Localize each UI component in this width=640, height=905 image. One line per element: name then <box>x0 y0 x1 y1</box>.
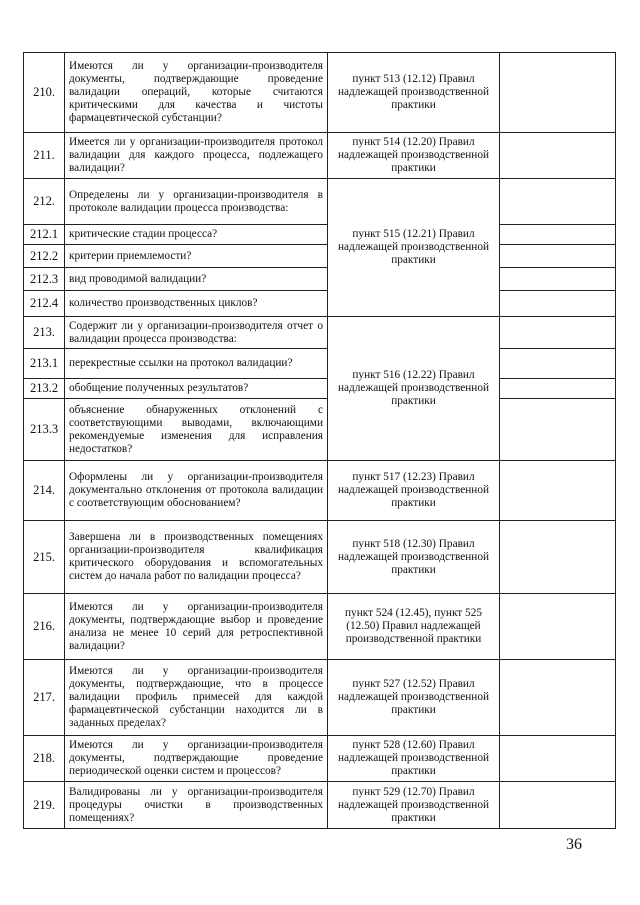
row-answer-cell[interactable] <box>500 268 616 291</box>
row-question: Оформлены ли у организации-производителя документально отклонения от протокола валидации с соответствующим обоснованием? <box>65 461 328 521</box>
row-number: 211. <box>24 133 65 179</box>
row-answer-cell[interactable] <box>500 317 616 349</box>
row-question: Имеются ли у организации-производителя документы, подтверждающие, что в процессе валидации профиль примесей для каждой фармацевтической субстанции находится ли в заданных пределах? <box>65 660 328 736</box>
row-reference: пункт 518 (12.30) Правил надлежащей производственной практики <box>328 521 500 594</box>
row-answer-cell[interactable] <box>500 594 616 660</box>
row-number: 218. <box>24 736 65 782</box>
table-row <box>24 461 616 521</box>
row-number: 213.1 <box>24 349 65 379</box>
row-number: 217. <box>24 660 65 736</box>
row-number: 212.4 <box>24 291 65 317</box>
row-answer-cell[interactable] <box>500 782 616 829</box>
row-question: Имеются ли у организации-производителя документы, подтверждающие проведение периодической оценки систем и процессов? <box>65 736 328 782</box>
row-question: вид проводимой валидации? <box>65 268 328 291</box>
row-answer-cell[interactable] <box>500 291 616 317</box>
row-question: критические стадии процесса? <box>65 225 328 245</box>
row-number: 212. <box>24 179 65 225</box>
row-number: 219. <box>24 782 65 829</box>
row-number: 213. <box>24 317 65 349</box>
row-answer-cell[interactable] <box>500 660 616 736</box>
table-row <box>24 291 616 317</box>
row-question: Имеются ли у организации-производителя документы, подтверждающие выбор и проведение анализа не менее 10 серий для ретроспективной валидации? <box>65 594 328 660</box>
table-row <box>24 53 616 133</box>
page-number: 36 <box>566 836 582 853</box>
row-answer-cell[interactable] <box>500 379 616 399</box>
table-row <box>24 179 616 225</box>
row-question: критерии приемлемости? <box>65 245 328 268</box>
row-reference: пункт 524 (12.45), пункт 525 (12.50) Правил надлежащей производственной практики <box>328 594 500 660</box>
row-reference: пункт 528 (12.60) Правил надлежащей производственной практики <box>328 736 500 782</box>
row-question: Завершена ли в производственных помещениях организации-производителя квалификация критического оборудования и вспомогательных систем до начала работ по валидации процесса? <box>65 521 328 594</box>
row-answer-cell[interactable] <box>500 133 616 179</box>
row-answer-cell[interactable] <box>500 399 616 461</box>
row-question: Определены ли у организации-производителя в протоколе валидации процесса производства: <box>65 179 328 225</box>
table-row <box>24 521 616 594</box>
table-row <box>24 379 616 399</box>
row-answer-cell[interactable] <box>500 53 616 133</box>
row-number: 212.2 <box>24 245 65 268</box>
table-row <box>24 736 616 782</box>
row-question: Имеются ли у организации-производителя документы, подтверждающие проведение валидации операций, которые считаются критическими для качества и чистоты фармацевтической субстанции? <box>65 53 328 133</box>
row-number: 216. <box>24 594 65 660</box>
row-answer-cell[interactable] <box>500 461 616 521</box>
row-question: объяснение обнаруженных отклонений с соответствующими выводами, включающими рекомендуемые изменения для исправления недостатков? <box>65 399 328 461</box>
row-answer-cell[interactable] <box>500 349 616 379</box>
row-answer-cell[interactable] <box>500 245 616 268</box>
table-row <box>24 399 616 461</box>
row-number: 213.2 <box>24 379 65 399</box>
row-reference: пункт 515 (12.21) Правил надлежащей производственной практики <box>328 179 500 317</box>
table-row <box>24 245 616 268</box>
row-question: перекрестные ссылки на протокол валидации? <box>65 349 328 379</box>
row-number: 213.3 <box>24 399 65 461</box>
table-row <box>24 225 616 245</box>
checklist-table <box>23 52 616 829</box>
row-number: 212.3 <box>24 268 65 291</box>
row-number: 210. <box>24 53 65 133</box>
row-number: 212.1 <box>24 225 65 245</box>
row-question: Имеется ли у организации-производителя протокол валидации для каждого процесса, подлежащего валидации? <box>65 133 328 179</box>
row-question: обобщение полученных результатов? <box>65 379 328 399</box>
row-reference: пункт 513 (12.12) Правил надлежащей производственной практики <box>328 53 500 133</box>
row-question: количество производственных циклов? <box>65 291 328 317</box>
table-row <box>24 349 616 379</box>
table-row <box>24 594 616 660</box>
row-reference: пункт 514 (12.20) Правил надлежащей производственной практики <box>328 133 500 179</box>
table-row <box>24 660 616 736</box>
table-row <box>24 133 616 179</box>
row-answer-cell[interactable] <box>500 521 616 594</box>
row-number: 214. <box>24 461 65 521</box>
row-answer-cell[interactable] <box>500 225 616 245</box>
table-row <box>24 268 616 291</box>
row-reference: пункт 527 (12.52) Правил надлежащей производственной практики <box>328 660 500 736</box>
row-answer-cell[interactable] <box>500 736 616 782</box>
row-question: Содержит ли у организации-производителя отчет о валидации процесса производства: <box>65 317 328 349</box>
row-reference: пункт 529 (12.70) Правил надлежащей производственной практики <box>328 782 500 829</box>
row-reference: пункт 516 (12.22) Правил надлежащей производственной практики <box>328 317 500 461</box>
row-number: 215. <box>24 521 65 594</box>
table-row <box>24 782 616 829</box>
row-reference: пункт 517 (12.23) Правил надлежащей производственной практики <box>328 461 500 521</box>
row-question: Валидированы ли у организации-производителя процедуры очистки в производственных помещениях? <box>65 782 328 829</box>
row-answer-cell[interactable] <box>500 179 616 225</box>
table-row <box>24 317 616 349</box>
